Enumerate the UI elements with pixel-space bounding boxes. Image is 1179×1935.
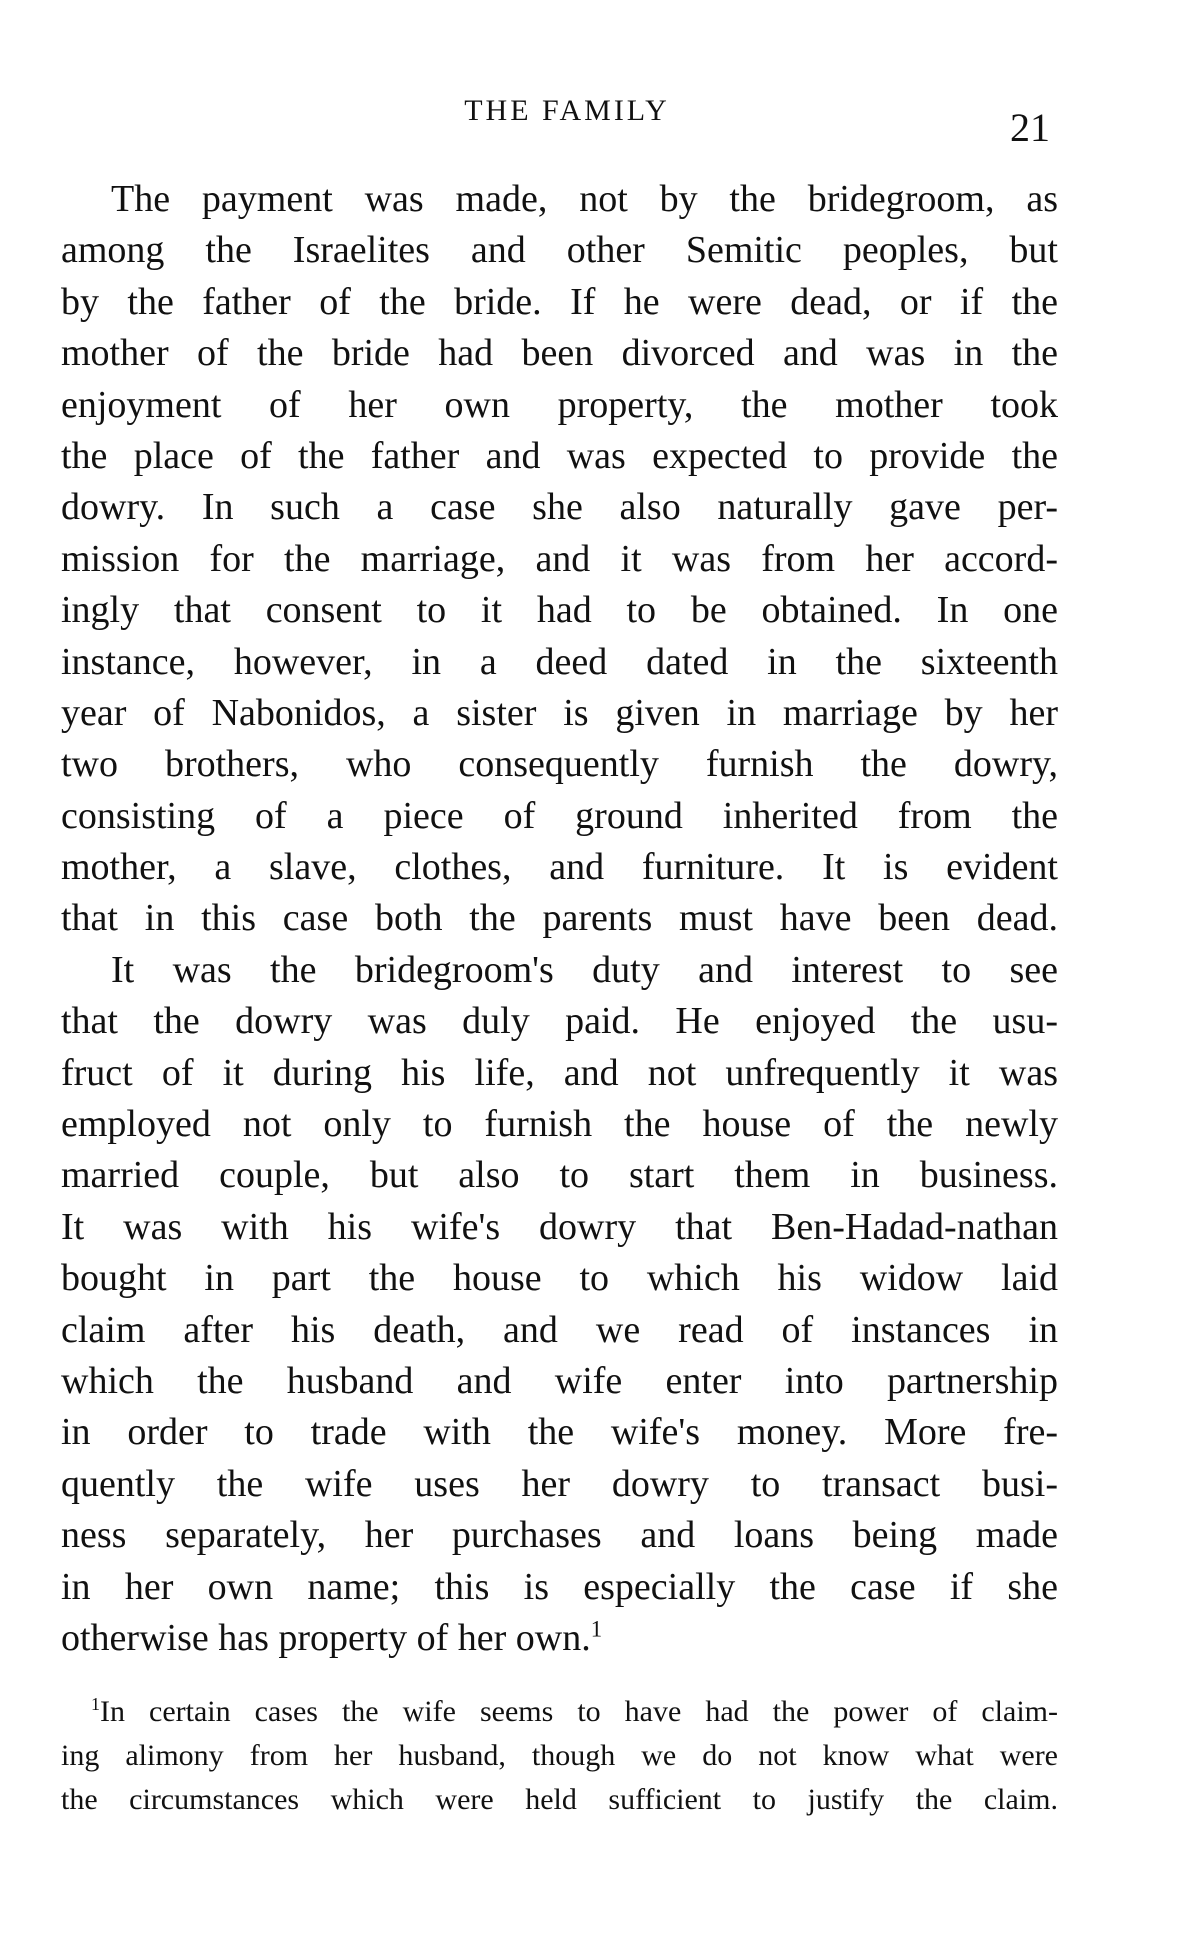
page-number: 21 xyxy=(1010,105,1050,150)
text-line-content: mother of the bride had been divorced and was in the xyxy=(61,332,1058,375)
footnote-line-content: the circumstances which were held sufficient to justify the claim. xyxy=(61,1783,1058,1816)
footnote-line xyxy=(61,1690,1058,1734)
text-line-content: fruct of it during his life, and not unfrequently it was xyxy=(61,1051,1058,1094)
text-line xyxy=(61,1202,1058,1253)
footnote-line-content: In certain cases the wife seems to have had the power of claim- xyxy=(100,1695,1058,1728)
text-line-content: ness separately, her purchases and loans being made xyxy=(61,1514,1058,1557)
text-line xyxy=(61,1305,1058,1356)
text-line xyxy=(61,482,1058,533)
text-line-content: bought in part the house to which his widow laid xyxy=(61,1257,1058,1300)
text-line-content: claim after his death, and we read of instances in xyxy=(61,1308,1058,1351)
text-line xyxy=(61,996,1058,1047)
footnote xyxy=(61,1690,1058,1822)
text-line xyxy=(61,174,1058,225)
text-line xyxy=(61,1459,1058,1510)
page-header xyxy=(0,94,1179,150)
footnote-reference: 1 xyxy=(590,1616,603,1642)
text-line-content: The payment was made, not by the bridegroom, as xyxy=(111,178,1058,220)
text-line-content: ingly that consent to it had to be obtained. In one xyxy=(61,589,1058,632)
text-line xyxy=(61,1510,1058,1561)
text-line xyxy=(61,1562,1058,1613)
text-line xyxy=(61,1253,1058,1304)
text-line-content: married couple, but also to start them in business. xyxy=(61,1154,1058,1197)
text-line xyxy=(61,1356,1058,1407)
text-line xyxy=(61,328,1058,379)
text-line xyxy=(61,1150,1058,1201)
text-line-content: among the Israelites and other Semitic peoples, but xyxy=(61,229,1058,272)
text-line-content: employed not only to furnish the house of the newly xyxy=(61,1103,1058,1146)
text-line xyxy=(61,431,1058,482)
text-line-content: instance, however, in a deed dated in the sixteenth xyxy=(61,640,1058,683)
text-line-content: that in this case both the parents must have been dead. xyxy=(61,897,1058,940)
text-line-content: the place of the father and was expected to provide the xyxy=(61,434,1058,477)
text-line-content: It was with his wife's dowry that Ben-Hadad-nathan xyxy=(61,1205,1058,1248)
text-line xyxy=(61,893,1058,944)
text-line xyxy=(61,585,1058,636)
footnote-line-content: ing alimony from her husband, though we do not know what were xyxy=(61,1739,1058,1772)
text-line xyxy=(61,842,1058,893)
text-line-content: quently the wife uses her dowry to transact busi- xyxy=(61,1462,1058,1505)
text-line-content: mother, a slave, clothes, and furniture. It is evident xyxy=(61,846,1058,889)
text-line xyxy=(61,637,1058,688)
text-line-content: by the father of the bride. If he were dead, or if the xyxy=(61,280,1058,323)
body-text xyxy=(61,174,1058,1664)
text-line-content: consisting of a piece of ground inherited from the xyxy=(61,794,1058,837)
text-line-content: dowry. In such a case she also naturally gave per- xyxy=(61,486,1058,529)
footnote-marker: 1 xyxy=(91,1694,100,1714)
text-line-content: year of Nabonidos, a sister is given in marriage by her xyxy=(61,691,1058,734)
text-line-content: that the dowry was duly paid. He enjoyed the usu- xyxy=(61,1000,1058,1043)
text-line xyxy=(61,380,1058,431)
text-line-content: in her own name; this is especially the case if she xyxy=(61,1565,1058,1608)
footnote-line xyxy=(61,1778,1058,1822)
text-line xyxy=(61,791,1058,842)
text-line-content: two brothers, who consequently furnish the dowry, xyxy=(61,743,1058,786)
text-line-content: otherwise has property of her own. xyxy=(61,1616,591,1659)
text-line xyxy=(61,1048,1058,1099)
footnote-line xyxy=(61,1734,1058,1778)
text-line xyxy=(61,534,1058,585)
text-line xyxy=(61,1613,1058,1664)
text-line-content: which the husband and wife enter into partnership xyxy=(61,1359,1058,1402)
text-line xyxy=(61,945,1058,996)
running-title: THE FAMILY xyxy=(464,94,670,127)
text-line xyxy=(61,688,1058,739)
text-line-content: in order to trade with the wife's money. More fre- xyxy=(61,1411,1058,1454)
text-line-content: enjoyment of her own property, the mother took xyxy=(61,383,1058,426)
text-line-content: It was the bridegroom's duty and interest to see xyxy=(111,948,1058,991)
text-line xyxy=(61,225,1058,276)
text-line xyxy=(61,277,1058,328)
text-line xyxy=(61,1407,1058,1458)
text-line-content: mission for the marriage, and it was from her accord- xyxy=(61,537,1058,580)
text-line xyxy=(61,739,1058,790)
text-line xyxy=(61,1099,1058,1150)
